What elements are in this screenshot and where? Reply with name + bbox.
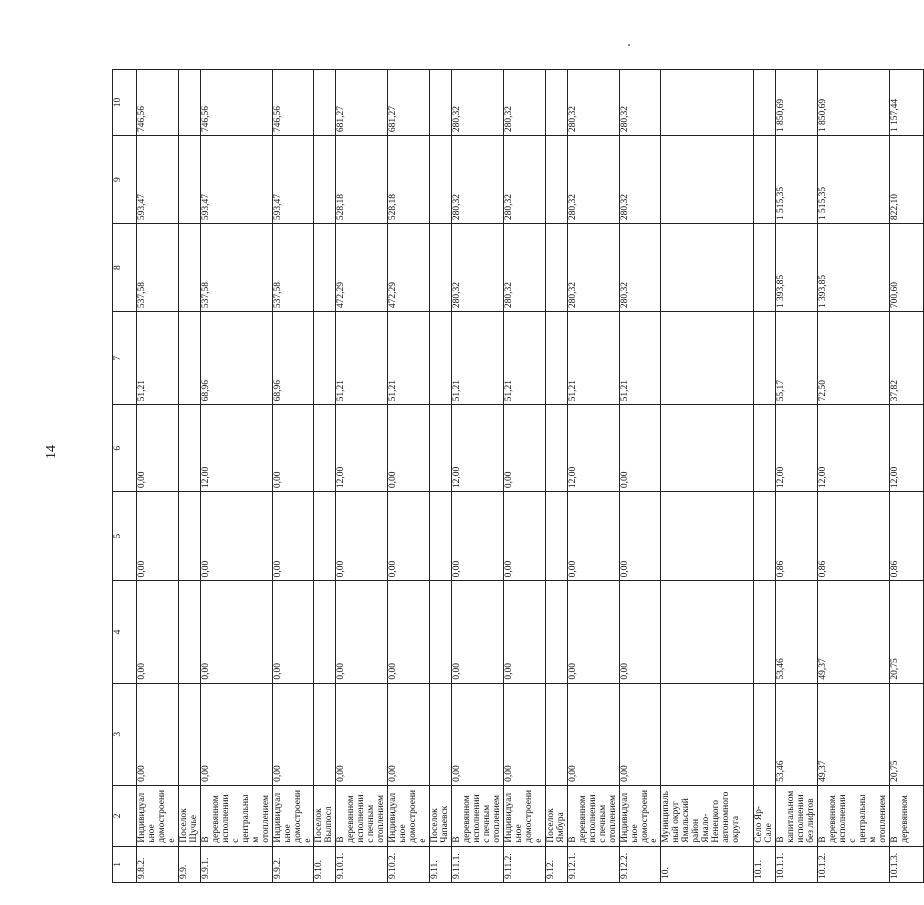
table-cell: 9.9. bbox=[178, 846, 200, 882]
table-cell: 0,00 bbox=[388, 405, 430, 492]
table-cell: 0,00 bbox=[503, 581, 545, 683]
table-cell: Индивидуальное домостроение bbox=[388, 785, 430, 846]
table-cell bbox=[314, 492, 336, 581]
table-cell: 280,32 bbox=[503, 70, 545, 136]
table-cell bbox=[314, 224, 336, 312]
table-cell bbox=[178, 312, 200, 405]
table-cell: 49,37 bbox=[818, 683, 890, 785]
table-cell: 1 850,69 bbox=[818, 70, 890, 136]
table-cell: 280,32 bbox=[567, 224, 619, 312]
table-cell: 9.10.1. bbox=[336, 846, 388, 882]
table-cell: 593,47 bbox=[137, 136, 179, 224]
table-cell bbox=[661, 405, 754, 492]
header-cell: 7 bbox=[113, 312, 137, 405]
table-cell: 537,58 bbox=[200, 224, 272, 312]
table-cell: 537,58 bbox=[272, 224, 314, 312]
rotated-table-container bbox=[112, 69, 910, 883]
table-row bbox=[661, 70, 754, 883]
table-body bbox=[113, 70, 924, 883]
table-cell: Индивидуальное домостроение bbox=[503, 785, 545, 846]
table-cell: 51,21 bbox=[388, 312, 430, 405]
table-cell: 280,32 bbox=[452, 70, 504, 136]
table-cell: 0,00 bbox=[137, 581, 179, 683]
table-row bbox=[430, 70, 452, 883]
table-row bbox=[200, 70, 272, 883]
table-cell: 9.11. bbox=[430, 846, 452, 882]
table-cell: В деревянном исполнении с центральным отоплением bbox=[200, 785, 272, 846]
table-cell: 20,75 bbox=[890, 683, 924, 785]
table-cell bbox=[754, 224, 776, 312]
table-cell bbox=[545, 581, 567, 683]
table-cell: 0,00 bbox=[567, 683, 619, 785]
table-cell: 12,00 bbox=[200, 405, 272, 492]
header-cell: 3 bbox=[113, 683, 137, 785]
table-cell bbox=[754, 492, 776, 581]
header-cell: 9 bbox=[113, 136, 137, 224]
page-number-text: 14 bbox=[44, 445, 59, 459]
table-cell: 0,00 bbox=[336, 683, 388, 785]
table-cell: 10.1.1. bbox=[776, 846, 818, 882]
table-row bbox=[567, 70, 619, 883]
table-cell: 280,32 bbox=[567, 136, 619, 224]
table-cell: 0,00 bbox=[272, 683, 314, 785]
table-cell: 51,21 bbox=[452, 312, 504, 405]
table-cell: 0,00 bbox=[272, 492, 314, 581]
table-cell: 593,47 bbox=[272, 136, 314, 224]
table-cell: 10. bbox=[661, 846, 754, 882]
table-row bbox=[619, 70, 661, 883]
table-cell: 9.10.2. bbox=[388, 846, 430, 882]
table-cell: 9.8.2. bbox=[137, 846, 179, 882]
header-cell: 4 bbox=[113, 581, 137, 683]
table-cell bbox=[178, 70, 200, 136]
table-cell: 280,32 bbox=[452, 136, 504, 224]
table-cell: 12,00 bbox=[818, 405, 890, 492]
table-cell bbox=[314, 312, 336, 405]
table-cell: 681,27 bbox=[388, 70, 430, 136]
table-cell bbox=[545, 224, 567, 312]
table-cell: 0,00 bbox=[272, 405, 314, 492]
table-cell bbox=[314, 70, 336, 136]
table-cell: 822,10 bbox=[890, 136, 924, 224]
table-cell: 280,32 bbox=[503, 136, 545, 224]
table-cell bbox=[178, 224, 200, 312]
table-cell: 1 515,35 bbox=[818, 136, 890, 224]
table-cell: 0,00 bbox=[503, 492, 545, 581]
table-cell bbox=[178, 492, 200, 581]
table-cell: 1 393,85 bbox=[776, 224, 818, 312]
table-cell: 0,00 bbox=[336, 581, 388, 683]
table-cell: 1 850,69 bbox=[776, 70, 818, 136]
table-cell: 0,00 bbox=[619, 405, 661, 492]
table-cell: 0,00 bbox=[200, 683, 272, 785]
table-cell: 53,46 bbox=[776, 581, 818, 683]
table-cell bbox=[661, 492, 754, 581]
table-cell: 0,00 bbox=[452, 492, 504, 581]
table-cell: 12,00 bbox=[567, 405, 619, 492]
table-cell: 746,56 bbox=[272, 70, 314, 136]
table-cell bbox=[178, 581, 200, 683]
table-cell bbox=[754, 581, 776, 683]
table-cell: 9.10. bbox=[314, 846, 336, 882]
table-cell: В деревянном исполнении с печным отоплением bbox=[336, 785, 388, 846]
table-row bbox=[178, 70, 200, 883]
table-cell: 1 157,44 bbox=[890, 70, 924, 136]
table-cell: 10.1. bbox=[754, 846, 776, 882]
table-cell: Поселок Вылпосл bbox=[314, 785, 336, 846]
table-cell: 0,00 bbox=[619, 581, 661, 683]
table-row bbox=[503, 70, 545, 883]
header-cell: 10 bbox=[113, 70, 137, 136]
header-cell: 2 bbox=[113, 785, 137, 846]
table-cell: 746,56 bbox=[137, 70, 179, 136]
table-cell: 0,00 bbox=[137, 683, 179, 785]
table-cell bbox=[545, 70, 567, 136]
table-cell: 68,96 bbox=[200, 312, 272, 405]
table-cell: 12,00 bbox=[452, 405, 504, 492]
table-cell bbox=[661, 683, 754, 785]
table-cell bbox=[314, 136, 336, 224]
table-cell: 9.9.2. bbox=[272, 846, 314, 882]
table-cell bbox=[545, 683, 567, 785]
header-cell: 1 bbox=[113, 846, 137, 882]
table-row bbox=[272, 70, 314, 883]
table-cell: В деревянном bbox=[890, 785, 924, 846]
table-cell: 681,27 bbox=[336, 70, 388, 136]
table-cell bbox=[178, 405, 200, 492]
table-cell: 280,32 bbox=[619, 224, 661, 312]
table-cell bbox=[430, 492, 452, 581]
table-cell: 20,75 bbox=[890, 581, 924, 683]
table-cell: 55,17 bbox=[776, 312, 818, 405]
table-cell: 9.12.2. bbox=[619, 846, 661, 882]
table-cell: 12,00 bbox=[776, 405, 818, 492]
table-cell bbox=[754, 312, 776, 405]
table-cell: 280,32 bbox=[567, 70, 619, 136]
table-cell bbox=[545, 492, 567, 581]
table-cell bbox=[430, 136, 452, 224]
table-row bbox=[754, 70, 776, 883]
table-cell: 9.11.1. bbox=[452, 846, 504, 882]
table-cell: 0,00 bbox=[503, 405, 545, 492]
table-cell bbox=[754, 70, 776, 136]
header-cell: 8 bbox=[113, 224, 137, 312]
table-row bbox=[818, 70, 890, 883]
table-cell: 72,50 bbox=[818, 312, 890, 405]
table-cell: 51,21 bbox=[619, 312, 661, 405]
table-cell: 280,32 bbox=[619, 70, 661, 136]
table-cell: 1 393,85 bbox=[818, 224, 890, 312]
table-cell: Индивидуальное домостроение bbox=[619, 785, 661, 846]
table-cell: 593,47 bbox=[200, 136, 272, 224]
table-cell: 528,18 bbox=[336, 136, 388, 224]
table-cell: 12,00 bbox=[890, 405, 924, 492]
table-cell bbox=[545, 405, 567, 492]
table-cell: 9.12.1. bbox=[567, 846, 619, 882]
table-cell: 472,29 bbox=[336, 224, 388, 312]
table-cell bbox=[430, 312, 452, 405]
table-row bbox=[336, 70, 388, 883]
table-cell: 0,00 bbox=[200, 492, 272, 581]
table-cell bbox=[430, 581, 452, 683]
table-cell bbox=[661, 136, 754, 224]
table-cell: 51,21 bbox=[137, 312, 179, 405]
table-cell: 0,00 bbox=[567, 581, 619, 683]
header-cell: 5 bbox=[113, 492, 137, 581]
table-cell: 700,60 bbox=[890, 224, 924, 312]
table-cell: 0,00 bbox=[567, 492, 619, 581]
table-cell: 51,21 bbox=[567, 312, 619, 405]
table-row bbox=[545, 70, 567, 883]
table-cell: Индивидуальное домостроение bbox=[272, 785, 314, 846]
table-cell bbox=[178, 136, 200, 224]
table-row bbox=[314, 70, 336, 883]
table-cell: 0,00 bbox=[619, 683, 661, 785]
table-cell: 537,58 bbox=[137, 224, 179, 312]
table-cell: 280,32 bbox=[503, 224, 545, 312]
table-cell: 0,00 bbox=[200, 581, 272, 683]
table-cell: 0,00 bbox=[452, 581, 504, 683]
table-cell: 0,00 bbox=[388, 683, 430, 785]
table-cell: В деревянном исполнении с печным отоплением bbox=[452, 785, 504, 846]
table-cell: 0,00 bbox=[619, 492, 661, 581]
table-row bbox=[137, 70, 179, 883]
table-cell: 0,86 bbox=[890, 492, 924, 581]
table-row bbox=[890, 70, 924, 883]
table-cell: 0,00 bbox=[388, 492, 430, 581]
table-cell: 9.11.2. bbox=[503, 846, 545, 882]
table-cell: Поселок Чапаевск bbox=[430, 785, 452, 846]
table-cell bbox=[314, 405, 336, 492]
table-cell bbox=[178, 683, 200, 785]
table-cell: 0,00 bbox=[272, 581, 314, 683]
table-cell: Поселок Щучье bbox=[178, 785, 200, 846]
table-cell: В деревянном исполнении с центральным отоплением bbox=[818, 785, 890, 846]
table-cell bbox=[661, 581, 754, 683]
table-cell: 0,00 bbox=[388, 581, 430, 683]
table-cell: 9.12. bbox=[545, 846, 567, 882]
table-row bbox=[776, 70, 818, 883]
table-cell: В деревянном исполнении с печным отоплением bbox=[567, 785, 619, 846]
table-cell: 68,96 bbox=[272, 312, 314, 405]
table-cell bbox=[545, 136, 567, 224]
table-cell: В капитальном исполнении без лифтов bbox=[776, 785, 818, 846]
data-table bbox=[112, 69, 924, 883]
table-cell: 280,32 bbox=[452, 224, 504, 312]
header-row bbox=[113, 70, 137, 883]
table-cell: 49,37 bbox=[818, 581, 890, 683]
table-cell: Муниципальный округ Ямальский район Ямало-Ненецкого автономного округа bbox=[661, 785, 754, 846]
header-cell: 6 bbox=[113, 405, 137, 492]
table-cell: Село Яр-Сале bbox=[754, 785, 776, 846]
table-cell: 9.9.1. bbox=[200, 846, 272, 882]
table-cell bbox=[754, 136, 776, 224]
table-cell: 0,00 bbox=[336, 492, 388, 581]
table-cell bbox=[754, 405, 776, 492]
table-cell bbox=[430, 683, 452, 785]
table-cell bbox=[314, 683, 336, 785]
table-cell bbox=[545, 312, 567, 405]
table-cell bbox=[430, 70, 452, 136]
table-cell bbox=[430, 224, 452, 312]
table-cell: 10.1.2. bbox=[818, 846, 890, 882]
table-cell: 280,32 bbox=[619, 136, 661, 224]
table-cell bbox=[314, 581, 336, 683]
table-cell: 0,00 bbox=[452, 683, 504, 785]
table-cell bbox=[754, 683, 776, 785]
table-cell: 37,82 bbox=[890, 312, 924, 405]
table-row bbox=[452, 70, 504, 883]
table-cell: Поселок Ямбура bbox=[545, 785, 567, 846]
table-cell: 0,00 bbox=[137, 405, 179, 492]
table-cell: 53,46 bbox=[776, 683, 818, 785]
table-cell: Индивидуальное домостроение bbox=[137, 785, 179, 846]
table-cell: 0,00 bbox=[503, 683, 545, 785]
scan-speck bbox=[628, 44, 630, 46]
table-cell: 528,18 bbox=[388, 136, 430, 224]
table-cell: 472,29 bbox=[388, 224, 430, 312]
table-cell bbox=[661, 70, 754, 136]
table-cell: 12,00 bbox=[336, 405, 388, 492]
table-cell: 1 515,35 bbox=[776, 136, 818, 224]
table-cell bbox=[661, 224, 754, 312]
table-cell bbox=[661, 312, 754, 405]
table-cell: 51,21 bbox=[503, 312, 545, 405]
table-cell: 746,56 bbox=[200, 70, 272, 136]
table-cell bbox=[430, 405, 452, 492]
table-cell: 0,00 bbox=[137, 492, 179, 581]
table-cell: 51,21 bbox=[336, 312, 388, 405]
table-cell: 10.1.3. bbox=[890, 846, 924, 882]
table-cell: 0,86 bbox=[818, 492, 890, 581]
table-cell: 0,86 bbox=[776, 492, 818, 581]
table-row bbox=[388, 70, 430, 883]
